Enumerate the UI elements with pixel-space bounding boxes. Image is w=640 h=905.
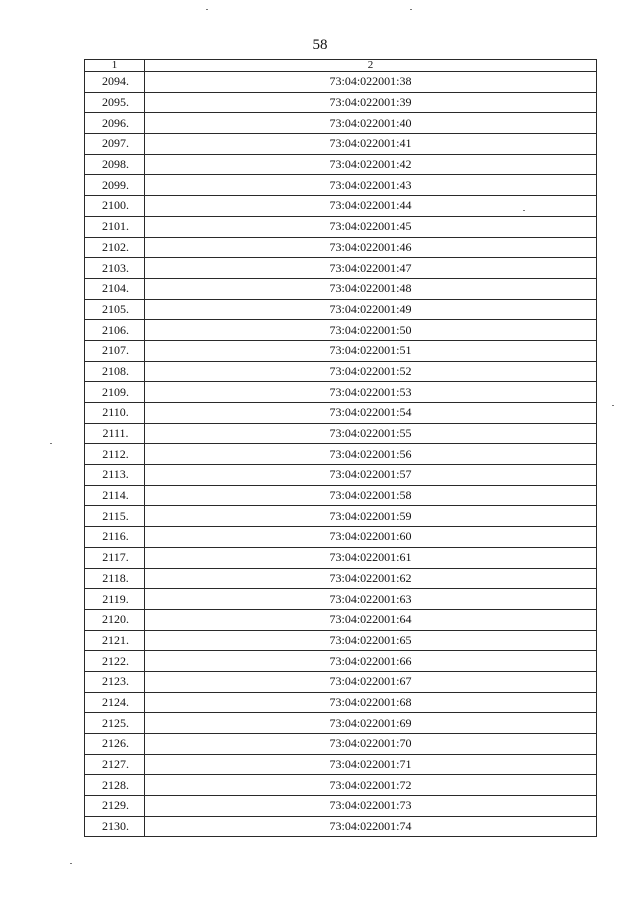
cadastral-number: 73:04:022001:49 <box>145 299 597 320</box>
cadastral-number: 73:04:022001:65 <box>145 630 597 651</box>
table-row <box>85 671 597 692</box>
table-row <box>85 816 597 837</box>
table-row <box>85 72 597 93</box>
cadastral-number: 73:04:022001:40 <box>145 113 597 134</box>
row-number: 2118. <box>85 568 145 589</box>
row-number: 2127. <box>85 754 145 775</box>
row-number: 2119. <box>85 589 145 610</box>
cadastral-number: 73:04:022001:43 <box>145 175 597 196</box>
table-row <box>85 527 597 548</box>
row-number: 2123. <box>85 671 145 692</box>
row-number: 2099. <box>85 175 145 196</box>
row-number: 2109. <box>85 382 145 403</box>
table-row <box>85 444 597 465</box>
cadastral-number: 73:04:022001:56 <box>145 444 597 465</box>
row-number: 2115. <box>85 506 145 527</box>
cadastral-number: 73:04:022001:39 <box>145 92 597 113</box>
table-row <box>85 196 597 217</box>
cadastral-number: 73:04:022001:67 <box>145 671 597 692</box>
table-row <box>85 796 597 817</box>
row-number: 2122. <box>85 651 145 672</box>
cadastral-number: 73:04:022001:70 <box>145 734 597 755</box>
row-number: 2128. <box>85 775 145 796</box>
table-row <box>85 237 597 258</box>
table-row <box>85 506 597 527</box>
table-row <box>85 216 597 237</box>
row-number: 2129. <box>85 796 145 817</box>
cadastral-number: 73:04:022001:46 <box>145 237 597 258</box>
table-row <box>85 465 597 486</box>
cadastral-number: 73:04:022001:52 <box>145 361 597 382</box>
table-row <box>85 692 597 713</box>
row-number: 2121. <box>85 630 145 651</box>
cadastral-number: 73:04:022001:44 <box>145 196 597 217</box>
table-row <box>85 258 597 279</box>
cadastral-number: 73:04:022001:59 <box>145 506 597 527</box>
row-number: 2108. <box>85 361 145 382</box>
page-number: 58 <box>312 37 328 53</box>
row-number: 2117. <box>85 547 145 568</box>
cadastral-number: 73:04:022001:48 <box>145 278 597 299</box>
table-row <box>85 630 597 651</box>
cadastral-number: 73:04:022001:66 <box>145 651 597 672</box>
row-number: 2101. <box>85 216 145 237</box>
row-number: 2105. <box>85 299 145 320</box>
cadastral-number: 73:04:022001:71 <box>145 754 597 775</box>
table-row <box>85 609 597 630</box>
row-number: 2100. <box>85 196 145 217</box>
table-row <box>85 651 597 672</box>
table-row <box>85 589 597 610</box>
table-body <box>85 72 597 837</box>
cadastral-number: 73:04:022001:64 <box>145 609 597 630</box>
cadastral-number: 73:04:022001:62 <box>145 568 597 589</box>
table-row <box>85 299 597 320</box>
row-number: 2120. <box>85 609 145 630</box>
table-row <box>85 423 597 444</box>
row-number: 2107. <box>85 340 145 361</box>
column-header-2: 2 <box>145 60 597 72</box>
scan-speck <box>70 863 72 864</box>
table-row <box>85 134 597 155</box>
table-row <box>85 775 597 796</box>
row-number: 2095. <box>85 92 145 113</box>
scan-speck <box>50 443 52 444</box>
row-number: 2111. <box>85 423 145 444</box>
cadastral-number: 73:04:022001:50 <box>145 320 597 341</box>
row-number: 2113. <box>85 465 145 486</box>
row-number: 2094. <box>85 72 145 93</box>
cadastral-number: 73:04:022001:54 <box>145 403 597 424</box>
cadastral-number: 73:04:022001:55 <box>145 423 597 444</box>
table-row <box>85 340 597 361</box>
cadastral-number: 73:04:022001:60 <box>145 527 597 548</box>
cadastral-number: 73:04:022001:57 <box>145 465 597 486</box>
row-number: 2125. <box>85 713 145 734</box>
cadastral-number: 73:04:022001:63 <box>145 589 597 610</box>
table-row <box>85 278 597 299</box>
row-number: 2114. <box>85 485 145 506</box>
cadastral-number: 73:04:022001:45 <box>145 216 597 237</box>
cadastral-number: 73:04:022001:61 <box>145 547 597 568</box>
row-number: 2102. <box>85 237 145 258</box>
cadastral-number: 73:04:022001:42 <box>145 154 597 175</box>
scan-speck <box>410 9 412 10</box>
cadastral-number: 73:04:022001:74 <box>145 816 597 837</box>
cadastral-number: 73:04:022001:58 <box>145 485 597 506</box>
cadastral-number: 73:04:022001:51 <box>145 340 597 361</box>
table-row <box>85 547 597 568</box>
table-row <box>85 361 597 382</box>
table-row <box>85 754 597 775</box>
scan-speck <box>206 9 208 10</box>
table-row <box>85 403 597 424</box>
scan-speck <box>612 405 614 406</box>
row-number: 2116. <box>85 527 145 548</box>
table-row <box>85 175 597 196</box>
table-row <box>85 92 597 113</box>
cadastral-number: 73:04:022001:41 <box>145 134 597 155</box>
row-number: 2110. <box>85 403 145 424</box>
row-number: 2124. <box>85 692 145 713</box>
table-header-row <box>85 60 597 72</box>
row-number: 2103. <box>85 258 145 279</box>
cadastral-number: 73:04:022001:72 <box>145 775 597 796</box>
cadastral-number: 73:04:022001:69 <box>145 713 597 734</box>
row-number: 2112. <box>85 444 145 465</box>
row-number: 2106. <box>85 320 145 341</box>
row-number: 2104. <box>85 278 145 299</box>
table-row <box>85 154 597 175</box>
row-number: 2130. <box>85 816 145 837</box>
row-number: 2097. <box>85 134 145 155</box>
table-row <box>85 713 597 734</box>
table-row <box>85 320 597 341</box>
row-number: 2126. <box>85 734 145 755</box>
cadastral-number: 73:04:022001:38 <box>145 72 597 93</box>
row-number: 2098. <box>85 154 145 175</box>
scan-speck <box>523 210 525 211</box>
table-row <box>85 485 597 506</box>
cadastral-number: 73:04:022001:68 <box>145 692 597 713</box>
table-row <box>85 734 597 755</box>
cadastral-table <box>84 59 597 837</box>
table-row <box>85 568 597 589</box>
column-header-1: 1 <box>85 60 145 72</box>
table-row <box>85 113 597 134</box>
cadastral-number: 73:04:022001:73 <box>145 796 597 817</box>
table-header <box>85 60 597 72</box>
row-number: 2096. <box>85 113 145 134</box>
table-row <box>85 382 597 403</box>
cadastral-number: 73:04:022001:53 <box>145 382 597 403</box>
cadastral-number: 73:04:022001:47 <box>145 258 597 279</box>
